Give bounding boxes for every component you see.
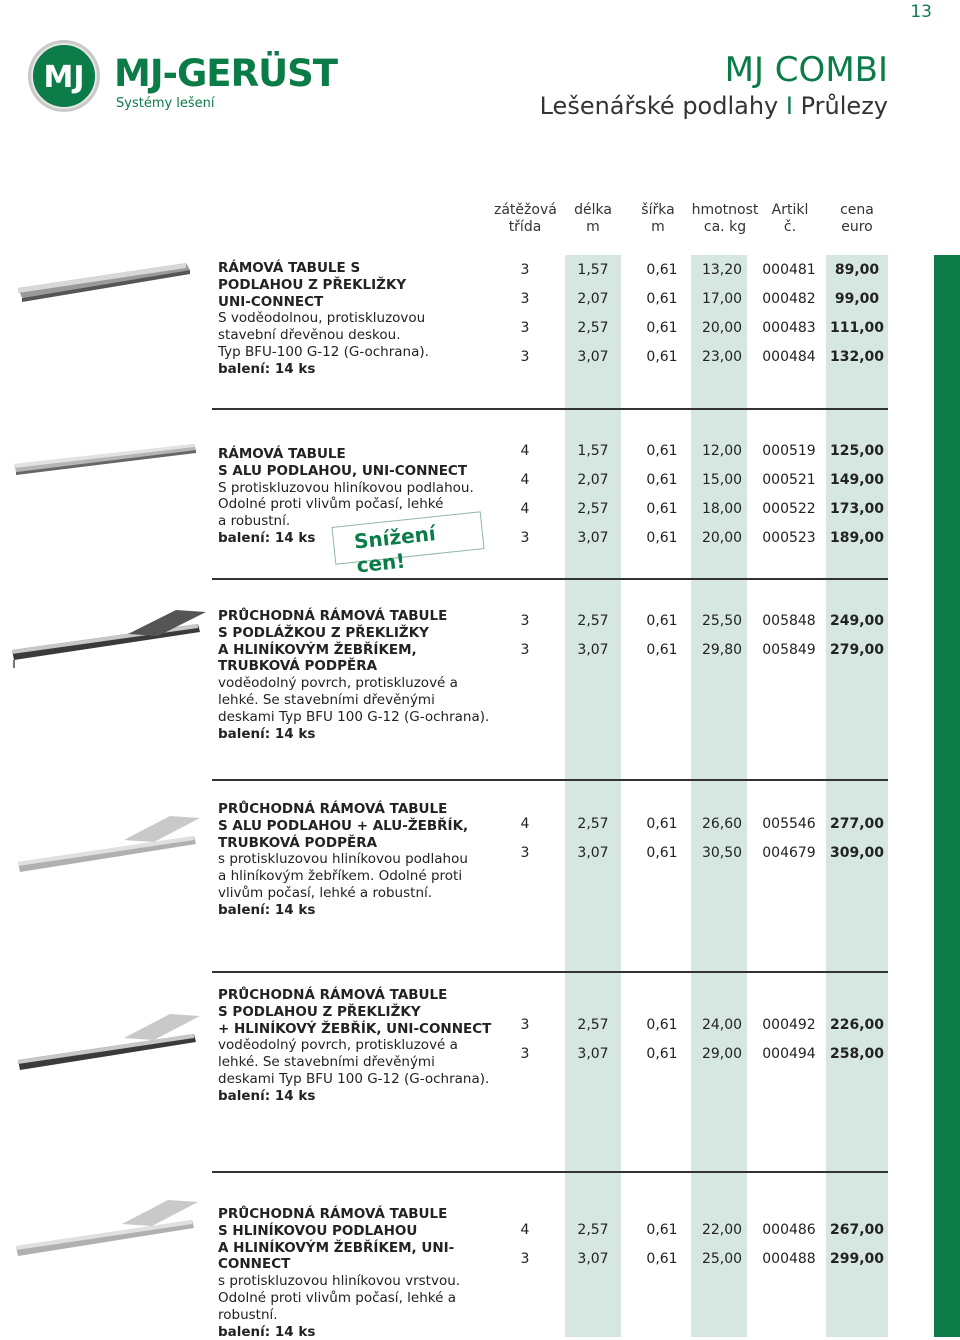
cell-price: 277,00: [829, 816, 885, 832]
cell-price: 132,00: [829, 349, 885, 365]
cell-load-class: 4: [520, 1222, 530, 1238]
product-title-line: S HLINÍKOVOU PODLAHOU: [218, 1222, 418, 1239]
product-title-line: PRŮCHODNÁ RÁMOVÁ TABULE: [218, 801, 448, 817]
cell-width: 0,61: [646, 443, 678, 459]
cell-price: 111,00: [829, 320, 885, 336]
cell-load-class: 3: [520, 1251, 530, 1267]
cell-price: 258,00: [829, 1046, 885, 1062]
cell-width: 0,61: [646, 291, 678, 307]
product-text-line: voděodolný povrch, protiskluzové a: [218, 1037, 458, 1054]
product-text-line: s protiskluzovou hliníkovou podlahou: [218, 851, 468, 868]
cell-article: 000486: [762, 1222, 816, 1238]
logo-monogram: MJ: [43, 60, 85, 95]
header-line: euro: [841, 219, 873, 235]
product-title-line: UNI-CONNECT: [218, 293, 324, 310]
product-text-line: vlivům počasí, lehké a robustní.: [218, 884, 433, 901]
cell-price: 149,00: [829, 472, 885, 488]
cell-article: 000482: [762, 291, 816, 307]
section-divider: [212, 1171, 888, 1173]
product-title-line: PRŮCHODNÁ RÁMOVÁ TABULE: [218, 608, 448, 624]
cell-price: 173,00: [829, 501, 885, 517]
brand-name: MJ-GERÜST: [114, 52, 338, 95]
subtitle-separator: I: [785, 92, 793, 120]
cell-load-class: 3: [520, 613, 530, 629]
cell-width: 0,61: [646, 642, 678, 658]
product-text-line: deskami Typ BFU 100 G-12 (G-ochrana).: [218, 1070, 490, 1087]
cell-mass: 17,00: [701, 291, 743, 307]
cell-price: 279,00: [829, 642, 885, 658]
page-number: 13: [910, 2, 932, 22]
product-title-line: PRŮCHODNÁ RÁMOVÁ TABULE: [218, 1206, 448, 1222]
header-line: cena: [840, 202, 874, 218]
cell-load-class: 3: [520, 291, 530, 307]
cell-load-class: 4: [520, 501, 530, 517]
cell-mass: 20,00: [701, 530, 743, 546]
cell-price: 309,00: [829, 845, 885, 861]
header-width: [630, 202, 686, 236]
product-text-line: Typ BFU-100 G-12 (G-ochrana).: [218, 343, 429, 360]
cell-length: 2,57: [577, 613, 609, 629]
cell-mass: 13,20: [701, 262, 743, 278]
hatch-plywood-alu-ladder-image: [14, 1010, 204, 1080]
cell-width: 0,61: [646, 845, 678, 861]
product-description: [218, 260, 508, 378]
cell-width: 0,61: [646, 613, 678, 629]
stamp-text: Snížení cen!: [352, 521, 437, 578]
product-title-line: + HLINÍKOVÝ ŽEBŘÍK, UNI-CONNECT: [218, 1020, 492, 1037]
product-text-line: a hliníkovým žebříkem. Odolné proti: [218, 868, 463, 885]
cell-article: 005848: [762, 613, 816, 629]
header-line: m: [651, 219, 665, 235]
cell-load-class: 3: [520, 845, 530, 861]
product-title-line: S ALU PODLAHOU, UNI-CONNECT: [218, 462, 468, 479]
header-line: hmotnost: [691, 202, 759, 218]
cell-load-class: 3: [520, 1017, 530, 1033]
cell-width: 0,61: [646, 472, 678, 488]
section-divider: [212, 779, 888, 781]
plywood-deck-image: [14, 258, 194, 308]
cell-load-class: 4: [520, 472, 530, 488]
product-text-line: stavební dřevěnou deskou.: [218, 327, 401, 344]
cell-mass: 12,00: [701, 443, 743, 459]
subtitle-part-a: Lešenářské podlahy: [539, 92, 779, 120]
product-title-line: S ALU PODLAHOU + ALU-ŽEBŘÍK,: [218, 817, 469, 834]
cell-article: 000522: [762, 501, 816, 517]
cell-mass: 15,00: [701, 472, 743, 488]
section-divider: [212, 408, 888, 410]
header-mass: [688, 202, 762, 236]
column-stripe-length: [565, 255, 621, 1337]
cell-width: 0,61: [646, 1251, 678, 1267]
cell-length: 3,07: [577, 1046, 609, 1062]
cell-load-class: 3: [520, 1046, 530, 1062]
product-packing: balení: 14 ks: [218, 725, 316, 742]
cell-article: 000521: [762, 472, 816, 488]
cell-length: 1,57: [577, 443, 609, 459]
cell-article: 000523: [762, 530, 816, 546]
cell-length: 3,07: [577, 530, 609, 546]
product-text-line: Odolné proti vlivům počasí, lehké: [218, 496, 444, 513]
product-title-line: TRUBKOVÁ PODPĚRA: [218, 834, 378, 851]
cell-width: 0,61: [646, 262, 678, 278]
cell-width: 0,61: [646, 501, 678, 517]
cell-load-class: 3: [520, 642, 530, 658]
product-text-line: Odolné proti vlivům počasí, lehké a robustní.: [218, 1289, 456, 1323]
cell-width: 0,61: [646, 1017, 678, 1033]
cell-load-class: 3: [520, 349, 530, 365]
product-text-line: a robustní.: [218, 513, 291, 530]
product-title-line: S PODLÁŽKOU Z PŘEKLIŽKY: [218, 624, 429, 641]
hatch-alu-deck-image: [14, 812, 204, 882]
cell-mass: 25,50: [701, 613, 743, 629]
cell-length: 2,57: [577, 320, 609, 336]
cell-mass: 23,00: [701, 349, 743, 365]
cell-price: 249,00: [829, 613, 885, 629]
cell-article: 000481: [762, 262, 816, 278]
page-subtitle: [540, 92, 888, 120]
product-text-line: lehké. Se stavebními dřevěnými: [218, 691, 435, 708]
header-line: zátěžová: [494, 202, 557, 218]
cell-article: 004679: [762, 845, 816, 861]
cell-article: 000488: [762, 1251, 816, 1267]
product-text-line: s protiskluzovou hliníkovou vrstvou.: [218, 1273, 461, 1290]
cell-mass: 18,00: [701, 501, 743, 517]
cell-mass: 20,00: [701, 320, 743, 336]
subtitle-part-b: Průlezy: [800, 92, 888, 120]
cell-length: 2,57: [577, 816, 609, 832]
column-stripe-price: [826, 255, 888, 1337]
cell-price: 267,00: [829, 1222, 885, 1238]
cell-width: 0,61: [646, 816, 678, 832]
product-packing: balení: 14 ks: [218, 1087, 316, 1104]
hatch-alu-ladder-image: [12, 1196, 202, 1266]
cell-length: 3,07: [577, 349, 609, 365]
brand-logo: [26, 38, 366, 118]
header-line: č.: [783, 219, 797, 235]
header-price: [826, 202, 888, 236]
product-title-line: PRŮCHODNÁ RÁMOVÁ TABULE: [218, 987, 448, 1003]
cell-mass: 30,50: [701, 845, 743, 861]
cell-article: 000494: [762, 1046, 816, 1062]
section-divider: [212, 971, 888, 973]
header-article: [764, 202, 816, 236]
section-divider: [212, 578, 888, 580]
header-line: ca. kg: [703, 219, 747, 235]
green-side-rail: [934, 255, 960, 1337]
product-text-line: voděodolný povrch, protiskluzové a: [218, 675, 458, 692]
cell-price: 189,00: [829, 530, 885, 546]
cell-article: 000519: [762, 443, 816, 459]
cell-mass: 24,00: [701, 1017, 743, 1033]
cell-load-class: 3: [520, 530, 530, 546]
product-packing: balení: 14 ks: [218, 901, 316, 918]
header-line: třída: [508, 219, 542, 235]
cell-load-class: 4: [520, 443, 530, 459]
cell-length: 2,57: [577, 501, 609, 517]
product-title-line: A HLINÍKOVÝM ŽEBŘÍKEM, UNI-CONNECT: [218, 1239, 455, 1273]
cell-price: 89,00: [834, 262, 880, 278]
product-title-line: RÁMOVÁ TABULE S: [218, 260, 361, 276]
cell-price: 299,00: [829, 1251, 885, 1267]
product-title-line: PODLAHOU Z PŘEKLIŽKY: [218, 276, 407, 293]
alu-deck-image: [10, 440, 200, 480]
cell-width: 0,61: [646, 320, 678, 336]
cell-article: 005546: [762, 816, 816, 832]
cell-width: 0,61: [646, 1222, 678, 1238]
cell-width: 0,61: [646, 1046, 678, 1062]
product-title-line: A HLINÍKOVÝM ŽEBŘÍKEM,: [218, 641, 417, 658]
cell-load-class: 4: [520, 816, 530, 832]
cell-mass: 29,80: [701, 642, 743, 658]
cell-article: 000484: [762, 349, 816, 365]
cell-length: 3,07: [577, 845, 609, 861]
cell-load-class: 3: [520, 262, 530, 278]
cell-length: 3,07: [577, 1251, 609, 1267]
cell-price: 99,00: [834, 291, 880, 307]
header-line: m: [586, 219, 600, 235]
cell-length: 1,57: [577, 262, 609, 278]
cell-width: 0,61: [646, 349, 678, 365]
cell-length: 2,07: [577, 291, 609, 307]
product-text-line: lehké. Se stavebními dřevěnými: [218, 1054, 435, 1071]
cell-width: 0,61: [646, 530, 678, 546]
cell-length: 2,07: [577, 472, 609, 488]
cell-mass: 26,60: [701, 816, 743, 832]
cell-mass: 29,00: [701, 1046, 743, 1062]
product-description: [218, 801, 508, 919]
header-line: délka: [574, 202, 612, 218]
column-stripe-mass: [691, 255, 747, 1337]
hatch-plywood-deck-image: [8, 604, 208, 670]
product-title-line: RÁMOVÁ TABULE: [218, 446, 346, 462]
header-length: [566, 202, 620, 236]
mj-logo-icon: [26, 38, 104, 116]
page-title: MJ COMBI: [724, 50, 888, 90]
header-load-class: [494, 202, 556, 236]
product-packing: balení: 14 ks: [218, 529, 316, 546]
product-description: [218, 608, 508, 742]
product-title-line: S PODLAHOU Z PŘEKLIŽKY: [218, 1003, 421, 1020]
cell-article: 000483: [762, 320, 816, 336]
cell-price: 226,00: [829, 1017, 885, 1033]
product-text-line: S voděodolnou, protiskluzovou: [218, 310, 426, 327]
product-title-line: TRUBKOVÁ PODPĚRA: [218, 658, 378, 675]
cell-load-class: 3: [520, 320, 530, 336]
product-packing: balení: 14 ks: [218, 1323, 316, 1340]
cell-mass: 22,00: [701, 1222, 743, 1238]
product-packing: balení: 14 ks: [218, 360, 316, 377]
product-text-line: deskami Typ BFU 100 G-12 (G-ochrana).: [218, 708, 490, 725]
product-text-line: S protiskluzovou hliníkovou podlahou.: [218, 479, 474, 496]
product-description: [218, 987, 508, 1105]
cell-mass: 25,00: [701, 1251, 743, 1267]
cell-article: 005849: [762, 642, 816, 658]
header-line: Artikl: [771, 202, 809, 218]
cell-price: 125,00: [829, 443, 885, 459]
cell-length: 2,57: [577, 1017, 609, 1033]
cell-length: 2,57: [577, 1222, 609, 1238]
header-line: šířka: [641, 202, 675, 218]
cell-article: 000492: [762, 1017, 816, 1033]
product-description: [218, 1206, 518, 1340]
cell-length: 3,07: [577, 642, 609, 658]
brand-tagline: Systémy lešení: [116, 96, 215, 111]
